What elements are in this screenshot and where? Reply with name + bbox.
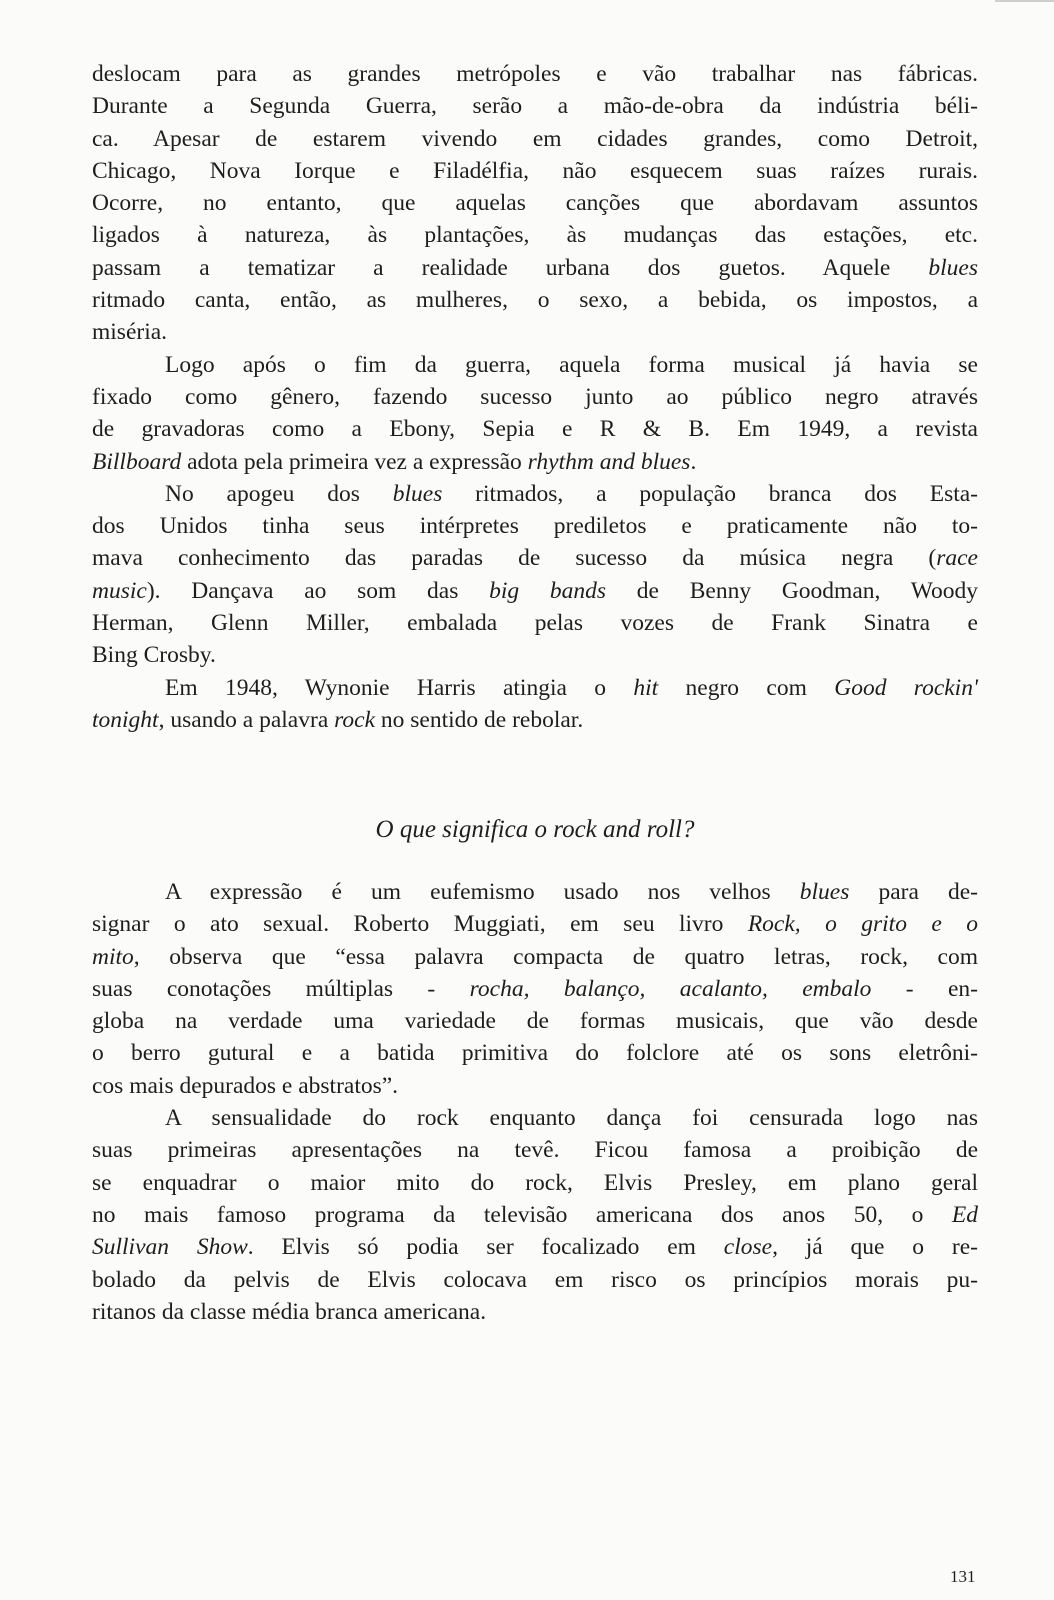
text-line: Logo após o fim da guerra, aquela forma musical já havia se: [165, 351, 978, 378]
paragraph-1: [92, 58, 978, 349]
section-heading: O que significa o rock and roll?: [375, 816, 695, 843]
paragraph-3: [92, 478, 978, 672]
text-line: o berro gutural e a batida primitiva do folclore até os sons eletrôni-: [92, 1040, 978, 1067]
text-line: Durante a Segunda Guerra, serão a mão-de-obra da indústria béli-: [92, 93, 978, 120]
paragraph-5: [92, 876, 978, 1102]
text-line: ligados à natureza, às plantações, às mudanças das estações, etc.: [92, 222, 978, 249]
text-line: globa na verdade uma variedade de formas musicais, que vão desde: [92, 1008, 978, 1035]
text-line: mito, observa que “essa palavra compacta de quatro letras, rock, com: [92, 943, 978, 970]
text-line: fixado como gênero, fazendo sucesso junto ao público negro através: [92, 383, 978, 410]
text-line: A expressão é um eufemismo usado nos velhos blues para de-: [165, 879, 978, 905]
text-line: Billboard adota pela primeira vez a expressão rhythm and blues.: [92, 448, 697, 475]
text-line: No apogeu dos blues ritmados, a população branca dos Esta-: [165, 480, 978, 507]
paragraph-6: [92, 1102, 978, 1328]
text-line: ritmado canta, então, as mulheres, o sexo, a bebida, os impostos, a: [92, 287, 978, 314]
text-line: se enquadrar o maior mito do rock, Elvis Presley, em plano geral: [92, 1169, 978, 1196]
text-line: Bing Crosby.: [92, 642, 216, 669]
text-line: cos mais depurados e abstratos”.: [92, 1072, 399, 1099]
text-line: music). Dançava ao som das big bands de Benny Goodman, Woody: [92, 577, 978, 604]
text-line: dos Unidos tinha seus intérpretes prediletos e praticamente não to-: [92, 513, 978, 540]
text-line: deslocam para as grandes metrópoles e vão trabalhar nas fábricas.: [92, 61, 978, 87]
text-line: miséria.: [92, 319, 168, 346]
text-line: A sensualidade do rock enquanto dança foi censurada logo nas: [165, 1105, 978, 1132]
paragraph-4: [92, 672, 978, 737]
text-line: Herman, Glenn Miller, embalada pelas vozes de Frank Sinatra e: [92, 610, 978, 637]
paragraph-2: [92, 349, 978, 478]
text-line: Em 1948, Wynonie Harris atingia o hit negro com Good rockin': [165, 674, 978, 701]
text-line: Ocorre, no entanto, que aquelas canções que abordavam assuntos: [92, 190, 978, 217]
top-edge-rule: [995, 0, 1054, 2]
text-line: ca. Apesar de estarem vivendo em cidades grandes, como Detroit,: [92, 125, 978, 152]
text-line: bolado da pelvis de Elvis colocava em risco os princípios morais pu-: [92, 1266, 978, 1293]
body-text-section-1: [92, 58, 978, 736]
text-line: no mais famoso programa da televisão americana dos anos 50, o Ed: [92, 1201, 978, 1228]
body-text-section-2: [92, 876, 978, 1328]
text-line: suas primeiras apresentações na tevê. Ficou famosa a proibição de: [92, 1137, 978, 1164]
text-line: tonight, usando a palavra rock no sentido de rebolar.: [92, 706, 584, 733]
text-line: de gravadoras como a Ebony, Sepia e R & B. Em 1949, a revista: [92, 416, 978, 443]
text-line: ritanos da classe média branca americana.: [92, 1298, 487, 1325]
text-line: passam a tematizar a realidade urbana dos guetos. Aquele blues: [92, 254, 978, 281]
text-line: mava conhecimento das paradas de sucesso da música negra (race: [92, 545, 978, 572]
text-line: signar o ato sexual. Roberto Muggiati, em seu livro Rock, o grito e o: [92, 911, 978, 938]
text-line: Chicago, Nova Iorque e Filadélfia, não esquecem suas raízes rurais.: [92, 157, 978, 184]
text-line: suas conotações múltiplas - rocha, balanço, acalanto, embalo - en-: [92, 975, 978, 1002]
text-line: Sullivan Show. Elvis só podia ser focalizado em close, já que o re-: [92, 1234, 978, 1261]
page-number: 131: [950, 1567, 976, 1586]
